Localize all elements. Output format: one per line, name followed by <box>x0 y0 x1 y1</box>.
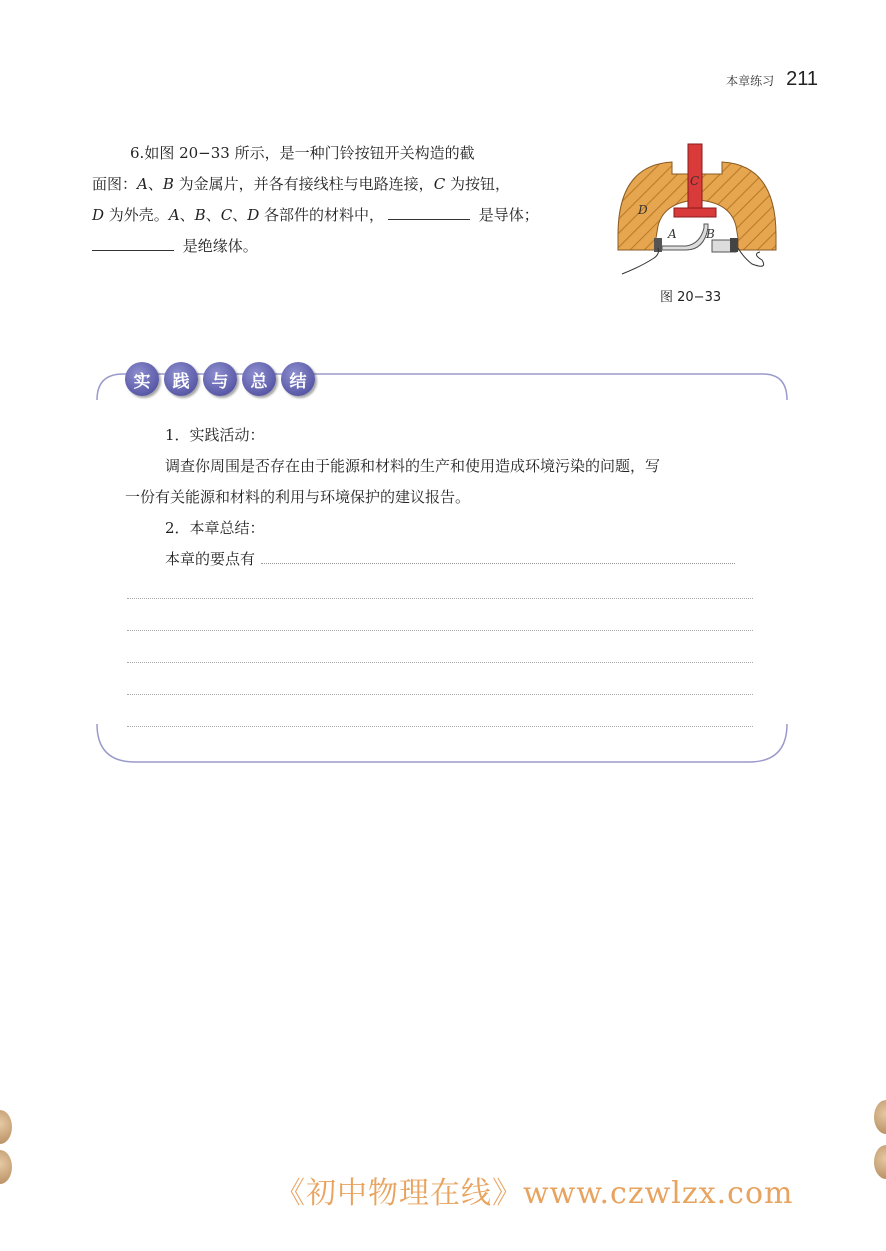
answer-line[interactable] <box>127 694 753 695</box>
question-6-line-2 <box>92 169 562 200</box>
label-b: B <box>162 175 174 193</box>
watermark: 《初中物理在线》www.czwlzx.com <box>275 1176 794 1211</box>
question-text: 面图： <box>92 175 138 193</box>
figure-label-d: D <box>638 203 648 217</box>
page-edge-decoration <box>874 1100 886 1134</box>
page-edge-decoration <box>874 1145 886 1179</box>
answer-line[interactable] <box>261 547 735 564</box>
figure-label-c: C <box>690 174 700 188</box>
question-6-line-3 <box>92 200 562 231</box>
terminal-b <box>730 238 738 252</box>
page-edge-decoration <box>0 1150 12 1184</box>
question-6-line-1 <box>92 138 562 169</box>
item-2-lead-text: 本章的要点有 <box>165 550 256 568</box>
label-c: C <box>220 206 233 224</box>
label-a: A <box>137 175 148 193</box>
practice-summary-box <box>95 372 789 762</box>
answer-blank-insulator[interactable] <box>92 234 174 251</box>
doorbell-switch-diagram <box>612 140 782 280</box>
question-text: 如图 20−33 所示，是一种门铃按钮开关构造的截 <box>144 144 475 162</box>
question-text: 为按钮， <box>445 175 510 193</box>
wire-left <box>622 248 659 274</box>
label-c: C <box>433 175 446 193</box>
item-2-title: 2．本章总结： <box>165 519 265 537</box>
answer-line[interactable] <box>127 726 753 727</box>
page-number: 211 <box>786 68 818 90</box>
question-text: 是导体； <box>474 206 539 224</box>
label-d: D <box>247 206 260 224</box>
separator: 、 <box>232 206 248 224</box>
question-6 <box>92 138 562 262</box>
figure-caption: 图 20−33 <box>660 290 722 305</box>
figure-label-a: A <box>668 227 677 241</box>
title-char: 结 <box>281 362 315 396</box>
answer-line[interactable] <box>127 598 753 599</box>
label-b: B <box>194 206 206 224</box>
summary-title <box>125 362 315 396</box>
separator: 、 <box>147 175 163 193</box>
question-text: 是绝缘体。 <box>178 237 258 255</box>
question-6-line-4 <box>92 231 562 262</box>
summary-content <box>95 420 789 575</box>
answer-blank-conductor[interactable] <box>388 203 470 220</box>
wire-right <box>738 248 764 266</box>
title-char: 总 <box>242 362 276 396</box>
item-1-text-cont: 一份有关能源和材料的利用与环境保护的建议报告。 <box>125 488 471 506</box>
question-text: 为金属片，并各有接线柱与电路连接， <box>173 175 434 193</box>
doorbell-switch-figure <box>612 140 782 284</box>
answer-line[interactable] <box>127 662 753 663</box>
title-char: 实 <box>125 362 159 396</box>
answer-line[interactable] <box>127 630 753 631</box>
separator: 、 <box>179 206 195 224</box>
title-char: 与 <box>203 362 237 396</box>
label-a: A <box>168 206 180 224</box>
page-header <box>726 68 818 91</box>
title-char: 践 <box>164 362 198 396</box>
figure-label-b: B <box>706 227 715 241</box>
chapter-label: 本章练习 <box>726 74 775 88</box>
item-2-lead <box>95 544 789 575</box>
question-number: 6. <box>130 144 145 162</box>
question-text: 各部件的材料中， <box>259 206 385 224</box>
button-c-head <box>674 208 716 217</box>
label-d: D <box>92 206 105 224</box>
item-1-text: 调查你周围是否存在由于能源和材料的生产和使用造成环境污染的问题，写 <box>165 457 661 475</box>
question-text: 为外壳。 <box>104 206 169 224</box>
page-edge-decoration <box>0 1110 12 1144</box>
separator: 、 <box>205 206 221 224</box>
item-1-title: 1．实践活动： <box>165 426 265 444</box>
